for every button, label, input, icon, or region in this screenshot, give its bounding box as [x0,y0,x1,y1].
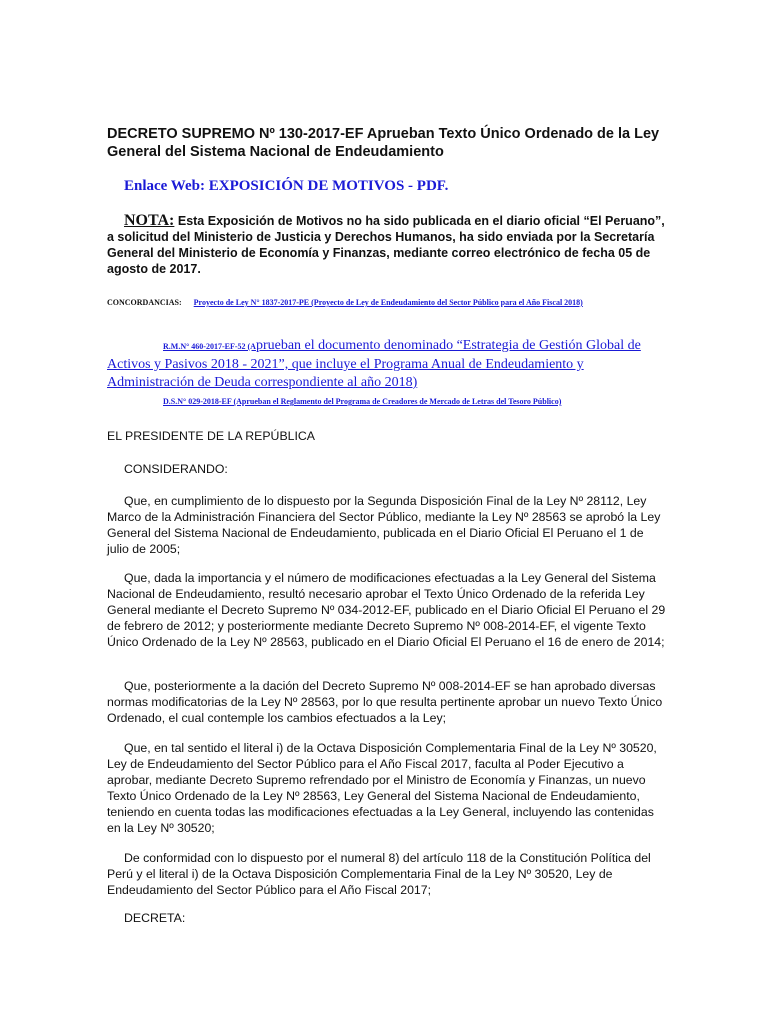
document-title: DECRETO SUPREMO Nº 130-2017-EF Aprueban Texto Único Ordenado de la Ley General del Sistema Nacional de Endeudamiento [107,126,660,160]
nota-block [107,213,667,277]
concordancia-link-dsn[interactable]: D.S.N° 029-2018-EF (Aprueban el Reglamento del Programa de Creadores de Mercado de Letras del Tesoro Público) [163,397,562,406]
nota-text: Esta Exposición de Motivos no ha sido publicada en el diario oficial “El Peruano”, a solicitud del Ministerio de Justicia y Derechos Humanos, ha sido enviada por la Secretaría General del Ministerio de Economía y Finanzas, mediante correo electrónico de fecha 05 de agosto de 2017. [107,214,665,276]
paragraph-2: Que, dada la importancia y el número de modificaciones efectuadas a la Ley General del Sistema Nacional de Endeudamiento, resultó necesario aprobar el Texto Único Ordenado de la referida Ley General mediante el Decreto Supremo Nº 034-2012-EF, publicado en el Diario Oficial El Peruano el 29 de febrero de 2012; y posteriormente mediante Decreto Supremo Nº 008-2014-EF, el vigente Texto Único Ordenado de la Ley Nº 28563, publicado en el Diario Oficial El Peruano el 16 de enero de 2014; [107,571,666,649]
web-link-exposicion-motivos[interactable]: Enlace Web: EXPOSICIÓN DE MOTIVOS - PDF. [124,178,449,194]
rmn-text: prueban el documento denominado “Estrategia de Gestión Global de Activos y Pasivos 2018 - 2021”, que incluye el Programa Anual de Endeudamiento y Administración de Deuda correspondiente al año 2018) [107,338,641,390]
paragraph-4: Que, en tal sentido el literal i) de la Octava Disposición Complementaria Final de la Ley Nº 30520, Ley de Endeudamiento del Sector Público para el Año Fiscal 2017, faculta al Poder Ejecutivo a aprobar, mediante Decreto Supremo refrendado por el Ministro de Economía y Finanzas, un nuevo Texto Único Ordenado de la Ley Nº 28563, Ley General del Sistema Nacional de Endeudamiento, teniendo en cuenta todas las modificaciones efectuadas a la Ley General, incluyendo las contenidas en la Ley Nº 30520; [107,741,657,835]
president-heading: EL PRESIDENTE DE LA REPÚBLICA [107,429,315,443]
concordancia-link-rmn[interactable] [107,337,667,392]
nota-label: NOTA: [124,212,175,229]
paragraph-5: De conformidad con lo dispuesto por el numeral 8) del artículo 118 de la Constitución Política del Perú y el literal i) de la Octava Disposición Complementaria Final de la Ley Nº 30520, Ley de Endeudamiento del Sector Público para el Año Fiscal 2017; [107,851,651,897]
concordancias-label: CONCORDANCIAS: [107,298,182,307]
decreta-heading: DECRETA: [124,911,186,925]
rmn-prefix: R.M.N° 460-2017-EF-52 (A [163,342,256,351]
concordancia-link-proyecto-ley[interactable]: Proyecto de Ley N° 1837-2017-PE (Proyecto de Ley de Endeudamiento del Sector Público para el Año Fiscal 2018) [193,298,583,307]
considerando-heading: CONSIDERANDO: [124,462,228,476]
paragraph-1: Que, en cumplimiento de lo dispuesto por la Segunda Disposición Final de la Ley Nº 28112, Ley Marco de la Administración Financiera del Sector Público, mediante la Ley Nº 28563 se aprobó la Ley General del Sistema Nacional de Endeudamiento, publicada en el Diario Oficial El Peruano el 1 de julio de 2005; [107,494,661,556]
concordancias-block [107,297,687,308]
paragraph-3: Que, posteriormente a la dación del Decreto Supremo Nº 008-2014-EF se han aprobado diversas normas modificatorias de la Ley Nº 28563, por lo que resulta pertinente aprobar un nuevo Texto Único Ordenado, el cual contemple los cambios efectuados a la Ley; [107,679,663,725]
